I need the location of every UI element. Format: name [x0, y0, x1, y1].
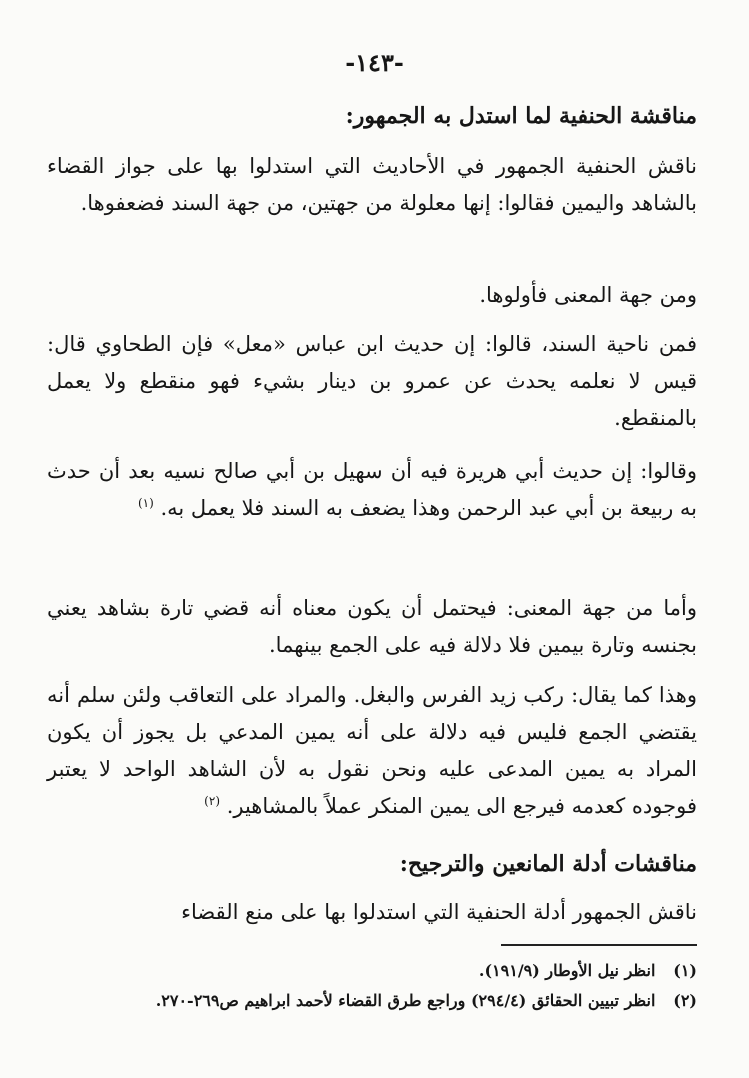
- page-number: -١٤٣-: [345, 48, 404, 77]
- footnote-ref-1: (١): [137, 496, 154, 510]
- paragraph-6: [47, 677, 697, 825]
- section-heading-hanafi-discussion: مناقشة الحنفية لما استدل به الجمهور:: [345, 103, 697, 129]
- footnote-2: [47, 988, 697, 1014]
- footnote-1-number: (١): [673, 961, 697, 980]
- paragraph-4: [47, 453, 697, 527]
- paragraph-6-text: وهذا كما يقال: ركب زيد الفرس والبغل. والمراد على التعاقب ولئن سلم أنه يقتضي الجمع فليس فيه دلالة على أنه يمين المدعي بل يجوز أن يكون المراد به يمين المدعى عليه ونحن نقول به لأن الشاهد الواحد لا يعتبر فوجوده كعدمه فيرجع الى يمين المنكر عملاً بالمشاهير.: [47, 683, 697, 818]
- footnote-2-text: انظر تبيين الحقائق (٢٩٤/٤) وراجع طرق القضاء لأحمد ابراهيم ص٢٦٩-٢٧٠.: [155, 991, 656, 1010]
- paragraph-4-text: وقالوا: إن حديث أبي هريرة فيه أن سهيل بن أبي صالح نسيه بعد أن حدث به ربيعة بن أبي عبد الرحمن وهذا يضعف به السند فلا يعمل به.: [47, 459, 697, 520]
- footnote-1-text: انظر نيل الأوطار (١٩١/٩).: [478, 961, 656, 980]
- footnote-ref-2: (٢): [204, 794, 220, 808]
- paragraph-5: وأما من جهة المعنى: فيحتمل أن يكون معناه أنه قضي تارة بشاهد يعني بجنسه وتارة بيمين فلا دلالة فيه على الجمع بينهما.: [47, 596, 697, 657]
- footnote-divider: [501, 944, 697, 946]
- paragraph-2: ومن جهة المعنى فأولوها.: [479, 283, 697, 307]
- paragraph-7: ناقش الجمهور أدلة الحنفية التي استدلوا بها على منع القضاء: [181, 900, 697, 924]
- paragraph-3: فمن ناحية السند، قالوا: إن حديث ابن عباس «معل» فإن الطحاوي قال: قيس لا نعلمه يحدث عن عمرو بن دينار بشيء فهو منقطع ولا يعمل بالمنقطع.: [47, 332, 697, 430]
- footnote-2-number: (٢): [673, 991, 697, 1010]
- footnote-1: [47, 958, 697, 984]
- section-heading-opponents-evidence: مناقشات أدلة المانعين والترجيح:: [399, 851, 697, 877]
- paragraph-1: ناقش الحنفية الجمهور في الأحاديث التي استدلوا بها على جواز القضاء بالشاهد واليمين فقالوا: إنها معلولة من جهتين، من جهة السند فضعفوها.: [47, 154, 697, 215]
